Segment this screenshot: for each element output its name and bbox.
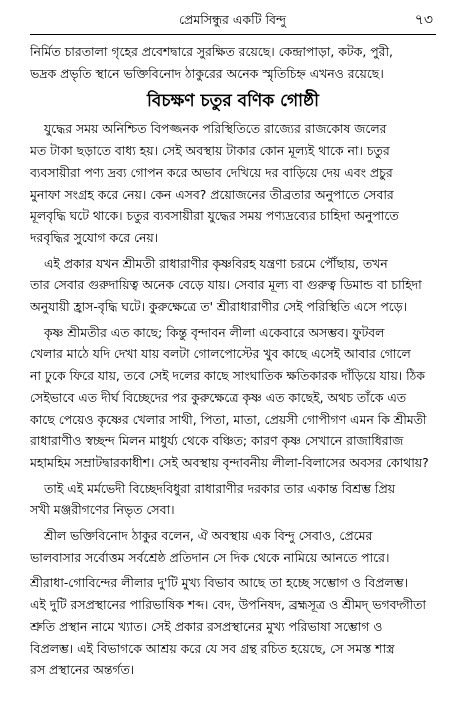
text-line: অনুযায়ী হ্রাস-বৃদ্ধি ঘটে। কুরুক্ষেত্রে ত' শ্রীরাধারাণীর সেই পরিস্থিতি এসে পড়ে। [30,299,408,315]
text-line: বিপ্রলম্ভ। এই বিভাগকে আশ্রয় করে যে সব গ্রন্থ রচিত হয়েছে, সে সমস্ত শাস্ত্র [30,640,395,656]
text-line: তার সেবার গুরুদায়িত্ব অনেক বেড়ে যায়। সেবার মূল্য বা গুরুত্ব ডিমান্ড বা চাহিদা [30,277,422,293]
text-line: এই দুটি রসপ্রস্থানের পারিভাষিক শব্দ। বেদ, উপনিষদ, ব্রহ্মসূত্র ও শ্রীমদ্ ভগবদ্গীতা [30,597,427,613]
paragraph [30,118,436,248]
text-line: যুদ্ধের সময় অনিশ্চিত বিপজ্জনক পরিস্থিতিতে রাজ্যের রাজকোষ জলের [44,121,387,137]
page-body [30,41,436,681]
text-line: সেইভাবে এত দীর্ঘ বিচ্ছেদের পর কুরুক্ষেত্রে কৃষ্ণ এত কাছেই, অথচ তাঁকে এত [30,389,407,405]
text-line: না ঢুকে ফিরে যায়, তবে সেই দলের কাছে সাংঘাতিক ক্ষতিকারক দাঁড়িয়ে যায়। ঠিক [30,368,425,384]
running-head [0,10,465,30]
text-line: কৃষ্ণ শ্রীমতীর এত কাছে; কিন্তু বৃন্দাবন লীলা একেবারে অসম্ভব। ফুটবল [44,324,385,340]
paragraph [30,253,436,318]
paragraph [30,322,436,474]
text-line: তাই এই মর্মভেদী বিচ্ছেদবিধুরা রাধারাণীর দরকার তার একান্ত বিশ্রম্ভ প্রিয় [44,480,396,496]
running-head-title: প্রেমসিন্ধুর একটি বিন্দু [178,12,287,27]
text-line: ব্যবসায়ীরা পণ্য দ্রব্য গোপন করে অভাব দেখিয়ে দর বাড়িয়ে দেয় এবং প্রচুর [30,164,393,180]
paragraph [30,478,436,521]
text-line: ভালবাসার সর্বোত্তম সর্বশ্রেষ্ঠ প্রতিদান সে দিক থেকে নামিয়ে আনতে পারে। [30,549,390,565]
text-line: মত টাকা ছড়াতে বাধ্য হয়। সেই অবস্থায় টাকার কোন মূল্যই থাকে না। চতুর [30,143,390,159]
text-line: মুনাফা সংগ্রহ করে নেয়। কেন এসব? প্রয়োজনের তীব্রতার অনুপাতে সেবার [30,186,394,202]
header-rule [30,34,436,35]
text-line: কাছে পেয়েও কৃষ্ণের খেলার সাথী, পিতা, মাতা, প্রেয়সী গোপীগণ এমন কি শ্রীমতী [30,411,427,427]
text-line: মূলবৃদ্ধি ঘটে থাকে। চতুর ব্যবসায়ীরা যুদ্ধের সময় পণ্যদ্রব্যের চাহিদা অনুপাতে [30,208,399,224]
intro-paragraph [30,41,436,84]
section-heading: বিচক্ষণ চতুর বণিক গোষ্ঠী [147,91,319,112]
text-line: সখী মঞ্জরীগণের নিভৃত সেবা। [30,502,175,518]
text-line: এই প্রকার যখন শ্রীমতী রাধারাণীর কৃষ্ণবিরহ যন্ত্রণা চরমে পৌঁছায়, তখন [44,255,388,271]
text-line: শ্রুতি প্রস্থান নামে খ্যাত। সেই প্রকার রসপ্রস্থানের মুখ্য পরিভাষা সম্ভোগ ও [30,618,383,634]
text-line: খেলার মাঠে যদি দেখা যায় বলটা গোলপোস্টের খুব কাছে এসেই আবার গোলে [30,346,411,362]
text-line: রস প্রস্থানের অন্তর্গত। [30,662,135,678]
paragraph [30,572,436,681]
text-line: নির্মিত চারতালা গৃহের প্রবেশদ্বারে সুরক্ষিত রয়েছে। কেন্দ্রাপাড়া, কটক, পুরী, [30,44,393,59]
text-line: শ্রীল ভক্তিবিনোদ ঠাকুর বলেন, ঐ অবস্থায় এক বিন্দু সেবাও, প্রেমের [44,528,373,544]
page-number: ৭৩ [414,12,433,28]
text-line: মহামহিম সম্রাটদ্বারকাধীশ। সেই অবস্থায় বৃন্দাবনীয় লীলা-বিলাসের অবসর কোথায়? [30,454,429,470]
text-line: ভদ্রক প্রভৃতি স্থানে ভক্তিবিনোদ ঠাকুরের অনেক স্মৃতিচিহ্ন এখনও রয়েছে। [30,65,384,81]
text-line: রাধারাণীও স্বচ্ছন্দ মিলন মাধুর্য্য থেকে বঞ্চিত; কারণ কৃষ্ণ সেখানে রাজাধিরাজ [30,433,404,449]
text-line: শ্রীরাধা-গোবিন্দের লীলার দু'টি মুখ্য বিভাব আছে তা হচ্ছে সম্ভোগ ও বিপ্রলম্ভ। [30,575,409,591]
text-line: দরবৃদ্ধির সুযোগ করে নেয়। [30,229,159,245]
paragraph [30,525,436,568]
